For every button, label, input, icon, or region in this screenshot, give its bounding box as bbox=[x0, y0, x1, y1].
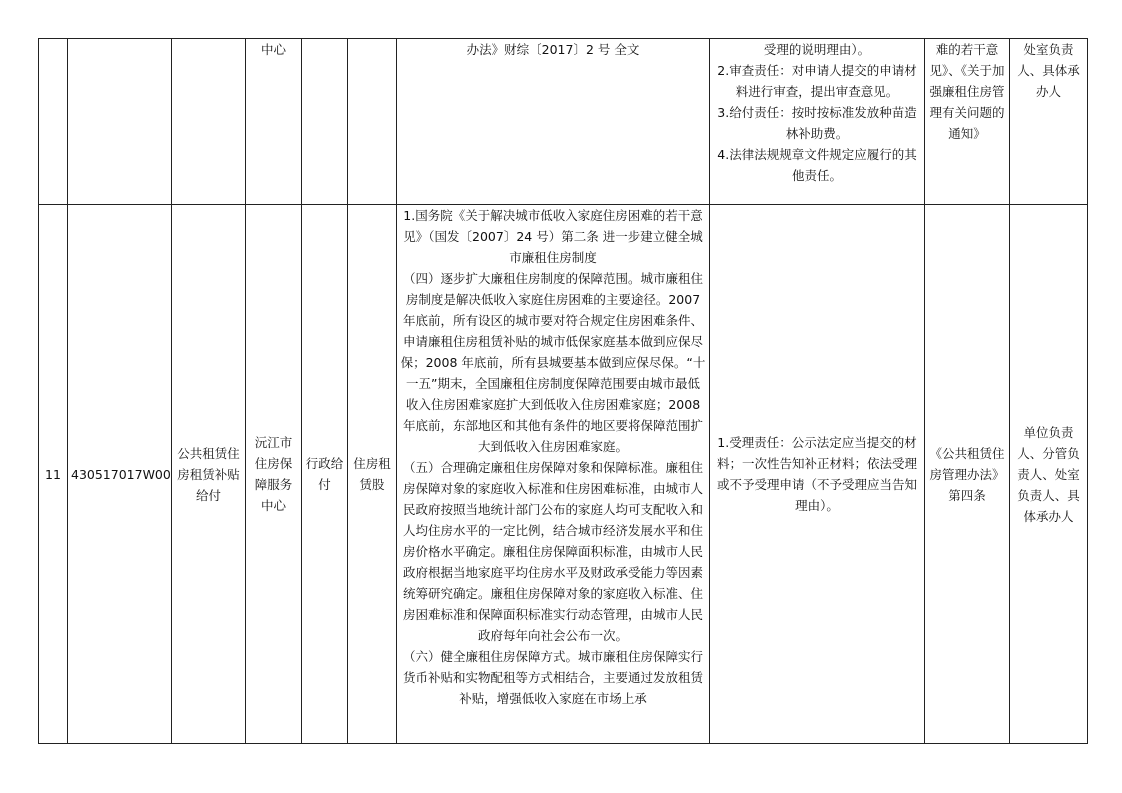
responsibility-table bbox=[38, 38, 1088, 744]
duty-paragraph: 3.给付责任：按时按标准发放种苗造林补助费。 bbox=[717, 105, 917, 141]
cell-code: 430517017W00 bbox=[68, 205, 172, 744]
cell-basis: 办法》财综〔2017〕2 号 全文 bbox=[397, 39, 710, 205]
cell-ref: 难的若干意见》、《关于加强廉租住房管理有关问题的通知》 bbox=[925, 39, 1010, 205]
basis-paragraph: （五）合理确定廉租住房保障对象和保障标准。廉租住房保障对象的家庭收入标准和住房困难标准，由城市人民政府按照当地统计部门公布的家庭人均可支配收入和人均住房水平的一定比例，结合城市经济发展水平和住房价格水平确定。廉租住房保障面积标准，由城市人民政府根据当地家庭平均住房水平及财政承受能力等因素统筹研究确定。廉租住房保障对象的家庭收入标准、住房困难标准和保障面积标准实行动态管理，由城市人民政府每年向社会公布一次。 bbox=[402, 460, 703, 643]
cell-type bbox=[302, 39, 348, 205]
cell-dept: 中心 bbox=[246, 39, 302, 205]
cell-office: 住房租赁股 bbox=[348, 205, 397, 744]
table-row bbox=[39, 205, 1088, 744]
cell-person: 处室负责人、具体承办人 bbox=[1010, 39, 1088, 205]
cell-code bbox=[68, 39, 172, 205]
cell-type: 行政给付 bbox=[302, 205, 348, 744]
cell-no bbox=[39, 39, 68, 205]
duty-paragraph: 受理的说明理由）。 bbox=[763, 42, 871, 57]
basis-paragraph: 1.国务院《关于解决城市低收入家庭住房困难的若干意见》（国发〔2007〕24 号）第二条 进一步建立健全城市廉租住房制度 bbox=[403, 208, 703, 265]
cell-person: 单位负责人、分管负责人、处室负责人、具体承办人 bbox=[1010, 205, 1088, 744]
cell-dept: 沅江市住房保障服务中心 bbox=[246, 205, 302, 744]
cell-name: 公共租赁住房租赁补贴给付 bbox=[172, 205, 246, 744]
cell-duty: 1.受理责任：公示法定应当提交的材料；一次性告知补正材料；依法受理或不予受理申请（不予受理应当告知理由）。 bbox=[710, 205, 925, 744]
basis-paragraph: （四）逐步扩大廉租住房制度的保障范围。城市廉租住房制度是解决低收入家庭住房困难的主要途径。2007 年底前，所有设区的城市要对符合规定住房困难条件、申请廉租住房租赁补贴的城市低保家庭基本做到应保尽保；2008 年底前，所有县城要基本做到应保尽保。“十一五”期末，全国廉租住房制度保障范围要由城市最低收入住房困难家庭扩大到低收入住房困难家庭；2008 年底前，东部地区和其他有条件的地区要将保障范围扩大到低收入住房困难家庭。 bbox=[400, 271, 706, 454]
duty-paragraph: 4.法律法规规章文件规定应履行的其他责任。 bbox=[717, 147, 917, 183]
table-row bbox=[39, 39, 1088, 205]
duty-paragraph: 2.审查责任：对申请人提交的申请材料进行审查，提出审查意见。 bbox=[717, 63, 917, 99]
cell-basis bbox=[397, 205, 710, 744]
cell-name bbox=[172, 39, 246, 205]
basis-paragraph: （六）健全廉租住房保障方式。城市廉租住房保障实行货币补贴和实物配租等方式相结合，主要通过发放租赁补贴，增强低收入家庭在市场上承 bbox=[402, 649, 703, 706]
cell-ref: 《公共租赁住房管理办法》第四条 bbox=[925, 205, 1010, 744]
cell-duty bbox=[710, 39, 925, 205]
cell-no: 11 bbox=[39, 205, 68, 744]
cell-office bbox=[348, 39, 397, 205]
